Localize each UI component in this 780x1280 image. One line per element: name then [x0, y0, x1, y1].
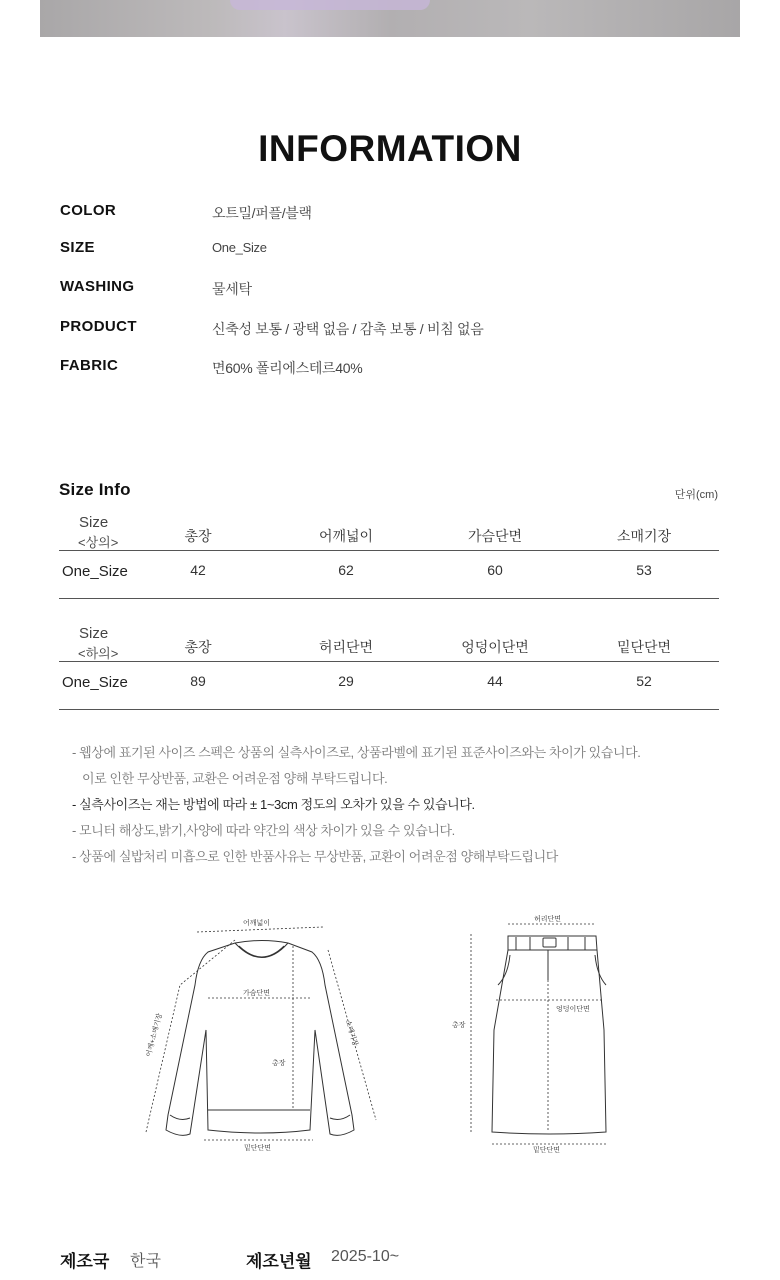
- note-item: - 실측사이즈는 재는 방법에 따라 ± 1~3cm 정도의 오차가 있을 수 있습니다.: [72, 797, 475, 812]
- info-row-product: [60, 318, 720, 342]
- product-photo-fabric: [230, 0, 430, 10]
- row-label: One_Size: [62, 563, 128, 580]
- column-header: 가슴단면: [467, 528, 523, 544]
- row-label: One_Size: [62, 674, 128, 691]
- notes-list: [72, 740, 732, 870]
- fabric-value: 면60% 폴리에스테르40%: [212, 360, 363, 376]
- product-value: 신축성 보통 / 광택 없음 / 감촉 보통 / 비침 없음: [212, 321, 484, 337]
- cell-value: 44: [487, 673, 503, 689]
- cell-value: 53: [636, 562, 652, 578]
- size-label: Size: [79, 625, 109, 642]
- sleeve-right-label: 소매기장: [343, 1019, 359, 1048]
- origin-key: 제조국: [60, 1252, 110, 1271]
- column-header: 총장: [184, 639, 212, 655]
- skirt-length-label: 총장: [452, 1022, 466, 1029]
- top-measurement-diagram: [140, 910, 390, 1160]
- info-row-size: [60, 239, 720, 263]
- info-row-color: [60, 202, 720, 226]
- column-header: 총장: [184, 528, 212, 544]
- footer-info: [60, 1247, 720, 1271]
- waist-label: 허리단면: [534, 916, 562, 923]
- washing-key: WASHING: [60, 278, 135, 295]
- unit-label: 단위(cm): [674, 489, 718, 501]
- length-label: 총장: [272, 1060, 286, 1067]
- hip-label: 엉덩이단면: [556, 1006, 590, 1013]
- cell-value: 29: [338, 673, 354, 689]
- size-key: SIZE: [60, 239, 95, 256]
- cell-value: 60: [487, 562, 503, 578]
- shoulder-label: 어깨넓이: [243, 920, 271, 927]
- information-heading: INFORMATION: [258, 128, 522, 169]
- column-header: 소매기장: [616, 528, 672, 544]
- size-info-title: Size Info: [59, 480, 131, 499]
- hem-label: 밑단단면: [244, 1145, 272, 1152]
- table-row: [59, 550, 719, 599]
- info-row-washing: [60, 278, 720, 302]
- skirt-hem-label: 밑단단면: [533, 1147, 561, 1154]
- size-label: Size: [79, 514, 109, 531]
- washing-value: 물세탁: [212, 281, 252, 297]
- bottom-category-label: <하의>: [78, 646, 119, 661]
- note-item: - 웹상에 표기된 사이즈 스펙은 상품의 실측사이즈로, 상품라벨에 표기된 표준사이즈와는 차이가 있습니다.: [72, 745, 641, 760]
- origin-value: 한국: [130, 1253, 161, 1270]
- fabric-key: FABRIC: [60, 357, 119, 374]
- column-header: 허리단면: [318, 639, 374, 655]
- note-item: - 상품에 실밥처리 미흡으로 인한 반품사유는 무상반품, 교환이 어려운점 양해부탁드립니다: [72, 849, 558, 864]
- table-header: [59, 623, 719, 662]
- table-header: [59, 512, 719, 551]
- top-category-label: <상의>: [78, 535, 119, 550]
- table-row: [59, 661, 719, 710]
- column-header: 밑단단면: [616, 639, 672, 655]
- product-photo-bottom-edge: [40, 0, 740, 37]
- note-item: 이로 인한 무상반품, 교환은 어려운점 양해 부탁드립니다.: [82, 771, 388, 786]
- cell-value: 52: [636, 673, 652, 689]
- date-value: 2025-10~: [331, 1248, 400, 1265]
- bottom-measurement-diagram: [450, 910, 620, 1160]
- product-key: PRODUCT: [60, 318, 137, 335]
- cell-value: 89: [190, 673, 206, 689]
- color-key: COLOR: [60, 202, 117, 219]
- sleeve-left-label: 어깨+소매기장: [145, 1012, 164, 1058]
- column-header: 엉덩이단면: [461, 639, 529, 655]
- color-value: 오트밀/퍼플/블랙: [212, 205, 312, 221]
- skirt-outline: [450, 910, 620, 1160]
- cell-value: 42: [190, 562, 206, 578]
- date-key: 제조년월: [246, 1252, 312, 1271]
- info-row-fabric: [60, 357, 720, 381]
- cell-value: 62: [338, 562, 354, 578]
- size-value: One_Size: [212, 240, 267, 255]
- note-item: - 모니터 해상도,밝기,사양에 따라 약간의 색상 차이가 있을 수 있습니다.: [72, 823, 455, 838]
- chest-label: 가슴단면: [243, 990, 271, 997]
- column-header: 어깨넓이: [318, 528, 374, 544]
